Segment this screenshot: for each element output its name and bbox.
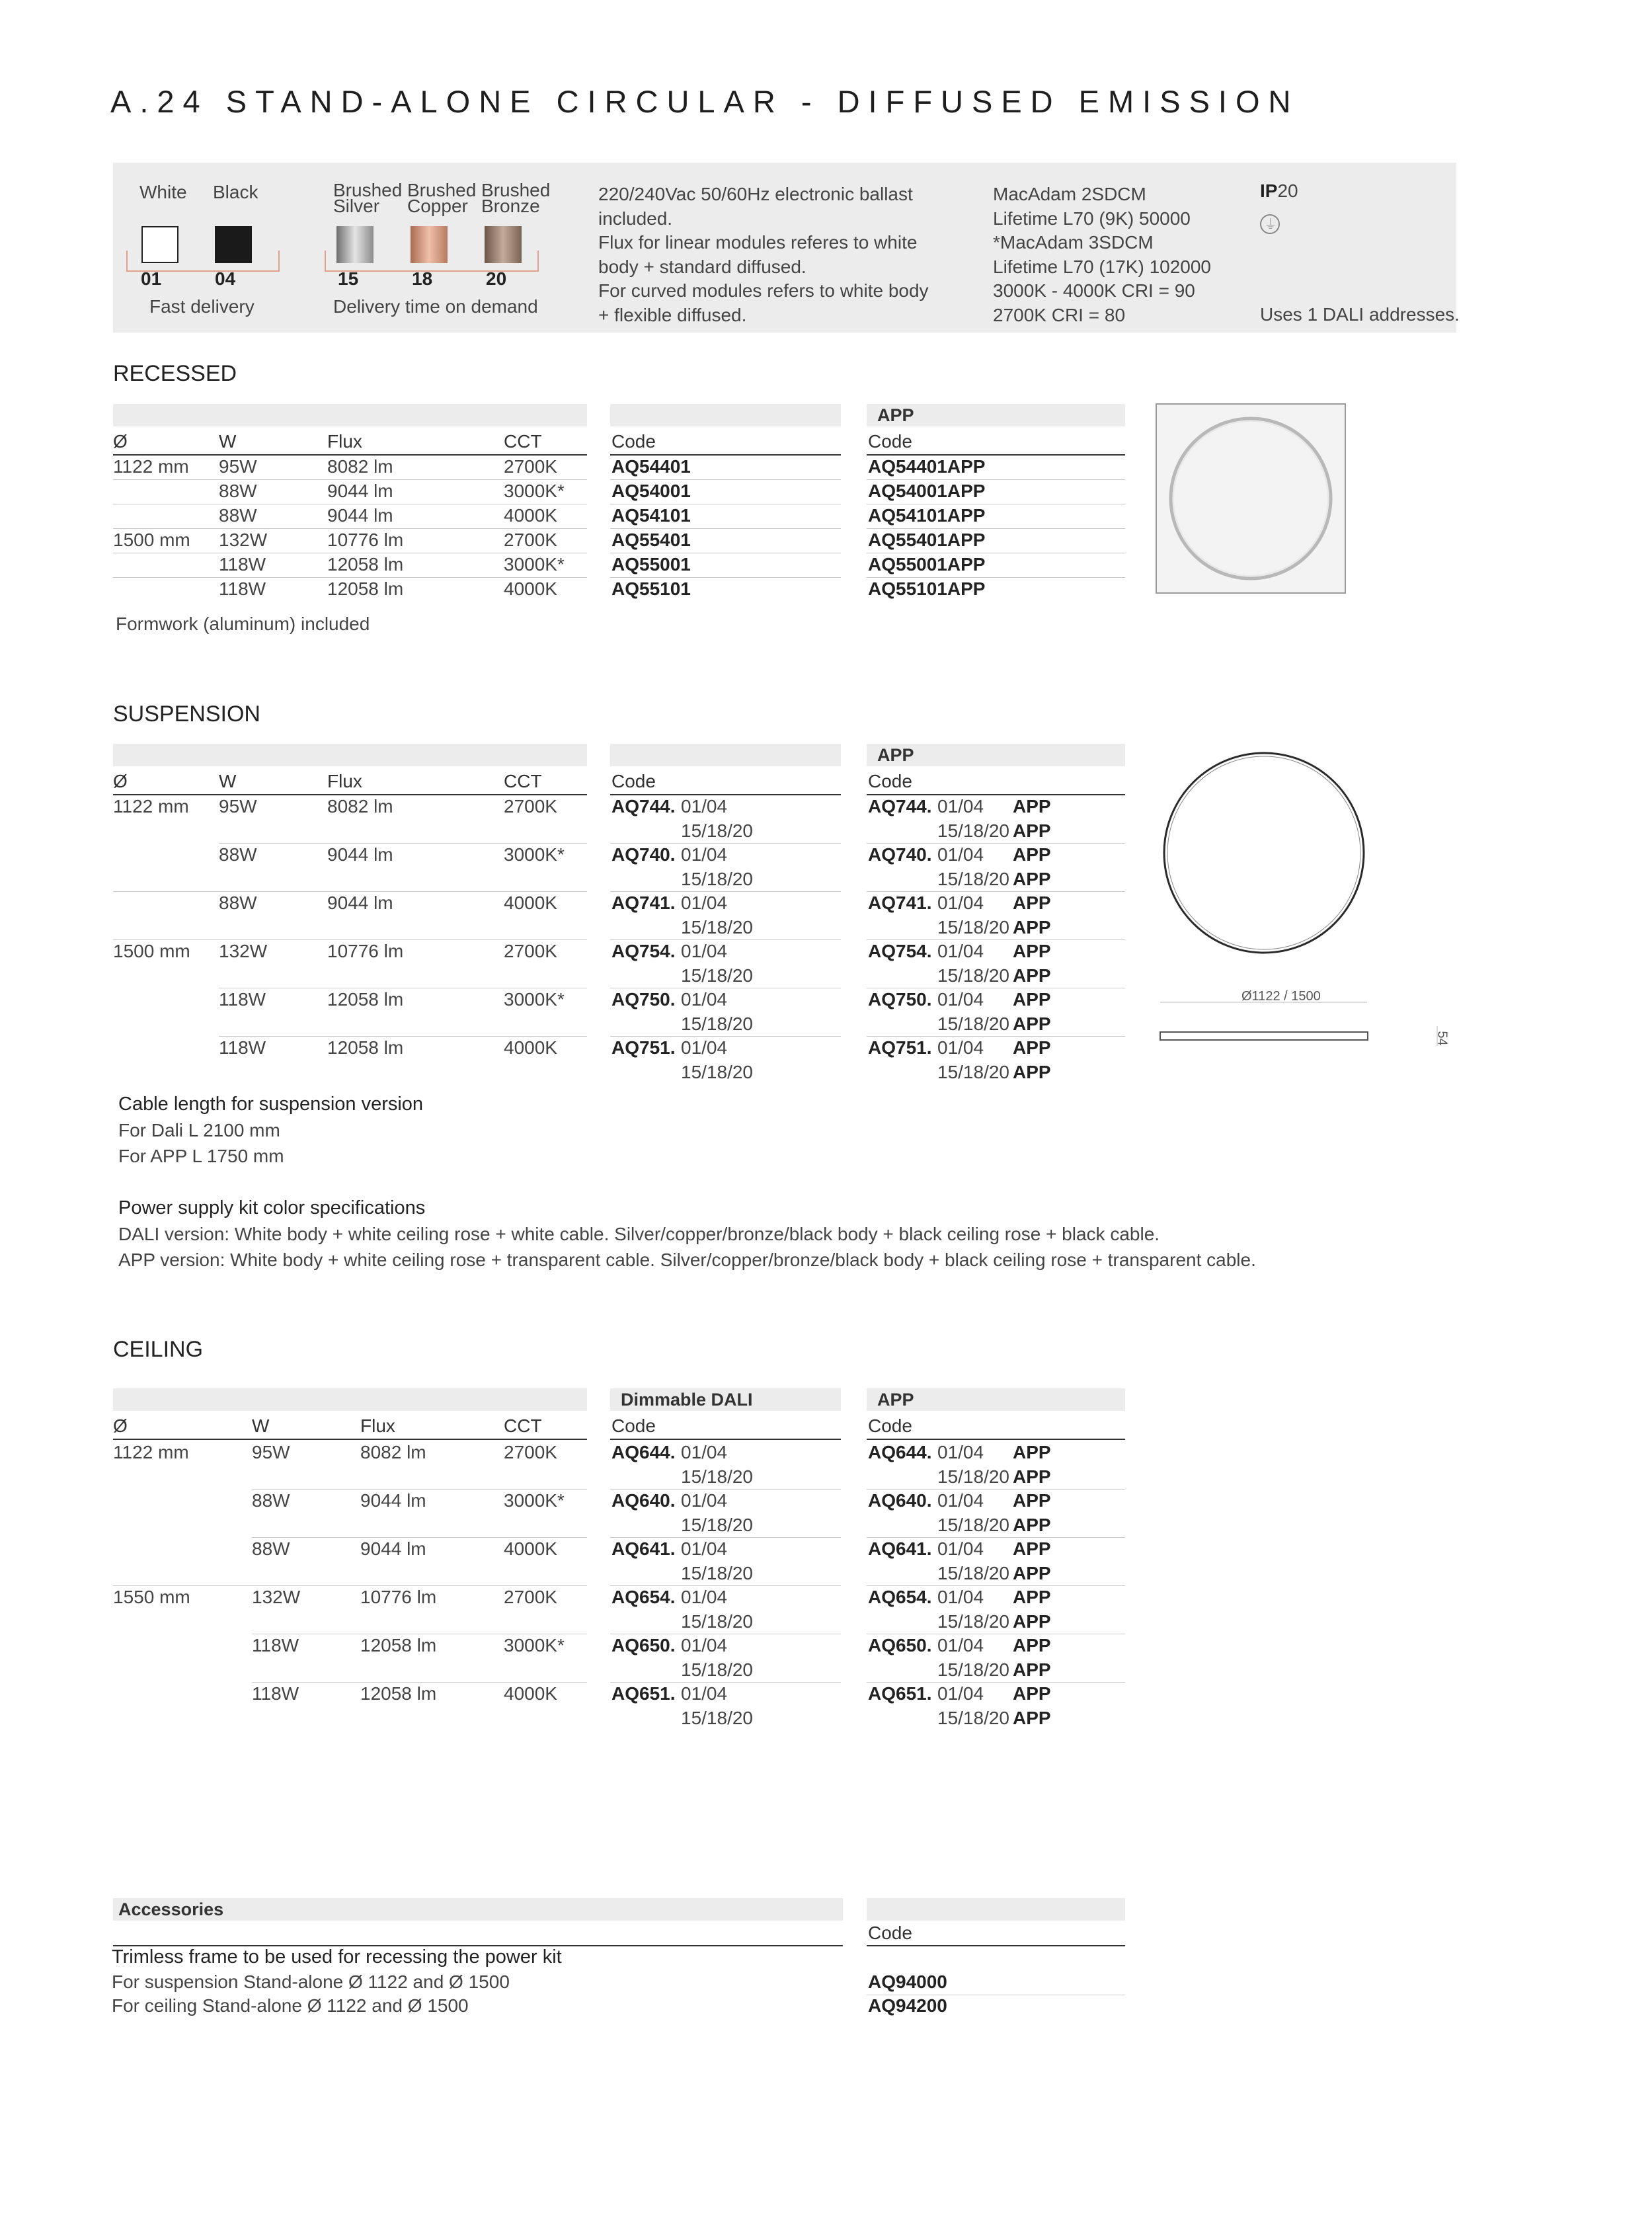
- finish-codes: 01/04: [937, 1037, 984, 1058]
- app-suffix: APP: [1013, 844, 1051, 865]
- recessed-code-header-bar: [610, 404, 841, 426]
- product-code-app: AQ754.: [868, 941, 932, 961]
- finish-codes: 15/18/20: [681, 1659, 753, 1680]
- table-cell: 2700K: [504, 1587, 557, 1607]
- product-code-app: AQ650.: [868, 1635, 932, 1655]
- accessory-code: AQ94200: [868, 1995, 947, 2016]
- app-suffix: APP: [1013, 893, 1051, 913]
- finish-codes: 15/18/20: [937, 1062, 1009, 1082]
- finish-codes: 15/18/20: [937, 1708, 1009, 1728]
- suspension-app-rule: [867, 794, 1125, 795]
- app-suffix: APP: [1013, 820, 1051, 841]
- table-cell: 12058 lm: [360, 1683, 437, 1704]
- table-cell: 12058 lm: [327, 1037, 404, 1058]
- finish-codes: 15/18/20: [681, 1708, 753, 1728]
- accessory-label: For ceiling Stand-alone Ø 1122 and Ø 1500: [112, 1995, 469, 2016]
- finish-codes: 01/04: [937, 989, 984, 1010]
- table-cell: 3000K*: [504, 1490, 565, 1511]
- kit-spec-title: Power supply kit color specifications: [118, 1197, 426, 1218]
- product-code-app: AQ651.: [868, 1683, 932, 1704]
- finish-codes: 15/18/20: [937, 965, 1009, 986]
- table-cell: 8082 lm: [327, 796, 393, 816]
- table-cell: 118W: [252, 1683, 299, 1704]
- recessed-spec-header-bar: [113, 404, 587, 426]
- finish-bronze-code: 20: [486, 268, 507, 289]
- finish-codes: 15/18/20: [937, 1611, 1009, 1632]
- ceiling-code-rule: [610, 1439, 841, 1440]
- recessed-product-image: [1156, 403, 1346, 594]
- recessed-header-rule: [113, 454, 587, 456]
- product-code-app: AQ744.: [868, 796, 932, 816]
- table-cell: 88W: [219, 481, 257, 501]
- app-suffix: APP: [1013, 1538, 1051, 1559]
- product-code: AQ654.: [611, 1587, 676, 1607]
- product-code-app: AQ54101APP: [868, 505, 986, 526]
- product-code-app: AQ750.: [868, 989, 932, 1010]
- suspension-header-rule: [113, 794, 587, 795]
- finish-codes: 01/04: [681, 989, 728, 1010]
- recessed-col-dia: Ø: [113, 431, 128, 452]
- app-suffix: APP: [1013, 917, 1051, 937]
- suspension-col-flux: Flux: [327, 771, 362, 791]
- finish-silver-code: 15: [338, 268, 359, 289]
- ceiling-code-header-bar: Dimmable DALI: [610, 1388, 841, 1411]
- product-code-app: AQ641.: [868, 1538, 932, 1559]
- table-cell: 2700K: [504, 941, 557, 961]
- finish-black-code: 04: [215, 268, 236, 289]
- suspension-col-w: W: [219, 771, 237, 791]
- table-cell: 95W: [252, 1442, 290, 1462]
- spec-band: [113, 163, 1460, 333]
- finish-codes: 01/04: [937, 1635, 984, 1655]
- table-cell: 88W: [252, 1490, 290, 1511]
- finish-codes: 01/04: [937, 1587, 984, 1607]
- product-code: AQ750.: [611, 989, 676, 1010]
- finish-codes: 01/04: [937, 1490, 984, 1511]
- finish-codes: 15/18/20: [681, 1062, 753, 1082]
- table-cell: 88W: [219, 505, 257, 526]
- dimension-diameter-label: Ø1122 / 1500: [1241, 989, 1321, 1004]
- app-suffix: APP: [1013, 941, 1051, 961]
- table-cell: 12058 lm: [327, 578, 404, 599]
- table-cell: 118W: [252, 1635, 299, 1655]
- table-cell: 3000K*: [504, 481, 565, 501]
- app-suffix: APP: [1013, 1563, 1051, 1583]
- finish-codes: 01/04: [681, 893, 728, 913]
- table-cell: 9044 lm: [327, 481, 393, 501]
- app-suffix: APP: [1013, 1062, 1051, 1082]
- suspension-col-cct: CCT: [504, 771, 542, 791]
- app-suffix: APP: [1013, 989, 1051, 1010]
- suspension-dimension-drawing: [1150, 721, 1468, 1064]
- dimension-height-label: 54: [1435, 1031, 1450, 1046]
- suspension-title: SUSPENSION: [113, 701, 260, 727]
- product-code-app: AQ54001APP: [868, 481, 986, 501]
- table-cell: 118W: [219, 989, 266, 1010]
- product-code-app: AQ751.: [868, 1037, 932, 1058]
- ceiling-col-app-code: Code: [868, 1415, 912, 1436]
- product-code: AQ54401: [611, 456, 691, 477]
- finish-silver-label: Brushed Silver: [333, 180, 403, 216]
- table-cell: 8082 lm: [327, 456, 393, 477]
- table-cell: 4000K: [504, 578, 557, 599]
- table-cell: 132W: [252, 1587, 301, 1607]
- page-title: A.24 STAND-ALONE CIRCULAR - DIFFUSED EMISSION: [110, 84, 1300, 119]
- app-suffix: APP: [1013, 1442, 1051, 1462]
- app-suffix: APP: [1013, 1659, 1051, 1680]
- finish-codes: 15/18/20: [937, 820, 1009, 841]
- app-suffix: APP: [1013, 1037, 1051, 1058]
- finish-codes: 01/04: [681, 1683, 728, 1704]
- kit-spec-app: APP version: White body + white ceiling rose + transparent cable. Silver/copper/bronze/black body + black ceiling rose + transparent cable.: [118, 1250, 1256, 1270]
- finish-codes: 15/18/20: [681, 917, 753, 937]
- product-code-app: AQ654.: [868, 1587, 932, 1607]
- table-cell: 118W: [219, 1037, 266, 1058]
- recessed-col-cct: CCT: [504, 431, 542, 452]
- finish-codes: 01/04: [937, 1442, 984, 1462]
- table-cell: 10776 lm: [360, 1587, 437, 1607]
- product-code: AQ640.: [611, 1490, 676, 1511]
- product-code-app: AQ55001APP: [868, 554, 986, 575]
- finish-codes: 01/04: [681, 941, 728, 961]
- table-cell: 3000K*: [504, 989, 565, 1010]
- table-cell: 2700K: [504, 456, 557, 477]
- table-cell: 12058 lm: [327, 989, 404, 1010]
- recessed-col-flux: Flux: [327, 431, 362, 452]
- recessed-col-code: Code: [611, 431, 656, 452]
- table-cell: 2700K: [504, 530, 557, 550]
- product-code: AQ741.: [611, 893, 676, 913]
- finish-black-label: Black: [213, 182, 258, 202]
- table-cell: 12058 lm: [360, 1635, 437, 1655]
- product-code: AQ55401: [611, 530, 691, 550]
- ceiling-header-rule: [113, 1439, 587, 1440]
- suspension-app-header-bar: APP: [867, 744, 1125, 766]
- table-cell: 88W: [252, 1538, 290, 1559]
- finish-copper-label: Brushed Copper: [407, 180, 477, 216]
- cable-length-app: For APP L 1750 mm: [118, 1146, 284, 1166]
- table-cell: 1550 mm: [113, 1587, 190, 1607]
- ceiling-spec-header-bar: [113, 1388, 587, 1411]
- recessed-col-app-code: Code: [868, 431, 912, 452]
- product-code-app: AQ740.: [868, 844, 932, 865]
- finish-codes: 01/04: [681, 1037, 728, 1058]
- app-suffix: APP: [1013, 1635, 1051, 1655]
- ceiling-col-cct: CCT: [504, 1415, 542, 1436]
- table-cell: 9044 lm: [360, 1490, 426, 1511]
- product-code: AQ641.: [611, 1538, 676, 1559]
- table-cell: 4000K: [504, 505, 557, 526]
- finish-codes: 15/18/20: [937, 869, 1009, 889]
- table-cell: 88W: [219, 844, 257, 865]
- table-cell: 1500 mm: [113, 941, 190, 961]
- finish-codes: 15/18/20: [937, 917, 1009, 937]
- finish-codes: 15/18/20: [937, 1515, 1009, 1535]
- app-suffix: APP: [1013, 1683, 1051, 1704]
- table-cell: 12058 lm: [327, 554, 404, 575]
- finish-codes: 01/04: [937, 844, 984, 865]
- table-cell: 2700K: [504, 1442, 557, 1462]
- suspension-col-app-code: Code: [868, 771, 912, 791]
- app-suffix: APP: [1013, 1515, 1051, 1535]
- table-cell: 9044 lm: [327, 844, 393, 865]
- table-cell: 8082 lm: [360, 1442, 426, 1462]
- finish-codes: 01/04: [681, 1538, 728, 1559]
- table-cell: 118W: [219, 554, 266, 575]
- finish-codes: 15/18/20: [937, 1466, 1009, 1487]
- table-cell: 10776 lm: [327, 530, 404, 550]
- suspension-col-code: Code: [611, 771, 656, 791]
- table-cell: 2700K: [504, 796, 557, 816]
- suspension-code-header-bar: [610, 744, 841, 766]
- product-code-app: AQ741.: [868, 893, 932, 913]
- ceiling-col-code: Code: [611, 1415, 656, 1436]
- product-code: AQ55001: [611, 554, 691, 575]
- finish-codes: 01/04: [681, 1490, 728, 1511]
- product-code: AQ650.: [611, 1635, 676, 1655]
- table-cell: 95W: [219, 796, 257, 816]
- finish-bronze-label: Brushed Bronze: [481, 180, 551, 216]
- accessories-col-code: Code: [868, 1923, 912, 1943]
- table-cell: 4000K: [504, 1683, 557, 1704]
- product-code-app: AQ54401APP: [868, 456, 986, 477]
- table-cell: 9044 lm: [327, 893, 393, 913]
- product-code-app: AQ644.: [868, 1442, 932, 1462]
- cable-length-dali: For Dali L 2100 mm: [118, 1120, 280, 1140]
- table-cell: 4000K: [504, 1037, 557, 1058]
- table-cell: 88W: [219, 893, 257, 913]
- product-code-app: AQ55401APP: [868, 530, 986, 550]
- recessed-app-rule: [867, 454, 1125, 456]
- finish-codes: 01/04: [937, 796, 984, 816]
- kit-spec-dali: DALI version: White body + white ceiling rose + white cable. Silver/copper/bronze/black body + black ceiling rose + black cable.: [118, 1224, 1160, 1244]
- table-cell: 95W: [219, 456, 257, 477]
- accessories-code-rule: [867, 1945, 1125, 1946]
- table-cell: 1500 mm: [113, 530, 190, 550]
- accessory-code: AQ94000: [868, 1971, 947, 1992]
- dali-addresses: Uses 1 DALI addresses.: [1260, 304, 1460, 325]
- finish-codes: 01/04: [937, 1538, 984, 1559]
- product-code: AQ651.: [611, 1683, 676, 1704]
- finish-codes: 01/04: [937, 893, 984, 913]
- recessed-note: Formwork (aluminum) included: [116, 614, 370, 634]
- earth-ground-icon: [1260, 214, 1280, 234]
- ceiling-col-w: W: [252, 1415, 270, 1436]
- finish-codes: 15/18/20: [681, 1466, 753, 1487]
- suspension-code-rule: [610, 794, 841, 795]
- finish-codes: 01/04: [937, 1683, 984, 1704]
- app-suffix: APP: [1013, 965, 1051, 986]
- finish-codes: 15/18/20: [681, 1515, 753, 1535]
- table-cell: 118W: [219, 578, 266, 599]
- ceiling-col-dia: Ø: [113, 1415, 128, 1436]
- product-code: AQ744.: [611, 796, 676, 816]
- finish-codes: 01/04: [937, 941, 984, 961]
- product-code: AQ55101: [611, 578, 691, 599]
- finish-codes: 15/18/20: [681, 1611, 753, 1632]
- app-suffix: APP: [1013, 1014, 1051, 1034]
- table-cell: 9044 lm: [327, 505, 393, 526]
- suspension-col-dia: Ø: [113, 771, 128, 791]
- accessories-code-header-bar: [867, 1898, 1125, 1921]
- product-code: AQ644.: [611, 1442, 676, 1462]
- ip-rating: IP20: [1260, 180, 1298, 201]
- table-cell: 3000K*: [504, 844, 565, 865]
- app-suffix: APP: [1013, 1611, 1051, 1632]
- finish-white-code: 01: [141, 268, 162, 289]
- table-cell: 1122 mm: [113, 456, 189, 477]
- product-code: AQ740.: [611, 844, 676, 865]
- fast-delivery-label: Fast delivery: [149, 296, 255, 317]
- accessory-label: For suspension Stand-alone Ø 1122 and Ø 1500: [112, 1971, 510, 1992]
- finish-codes: 01/04: [681, 844, 728, 865]
- accessories-subtitle: Trimless frame to be used for recessing the power kit: [112, 1946, 562, 1968]
- finish-white-label: White: [139, 182, 187, 202]
- finish-codes: 01/04: [681, 796, 728, 816]
- product-code: AQ754.: [611, 941, 676, 961]
- product-code-app: AQ640.: [868, 1490, 932, 1511]
- electrical-specs: 220/240Vac 50/60Hz electronic ballast included. Flux for linear modules referes to white body + standard diffused. For curved modules refers to white body + flexible diffused.: [598, 184, 929, 325]
- accessories-header-bar: Accessories: [113, 1898, 843, 1921]
- finish-codes: 15/18/20: [681, 1014, 753, 1034]
- recessed-app-header-bar: APP: [867, 404, 1125, 426]
- table-cell: 1122 mm: [113, 1442, 189, 1462]
- finish-codes: 01/04: [681, 1635, 728, 1655]
- app-suffix: APP: [1013, 796, 1051, 816]
- table-cell: 3000K*: [504, 554, 565, 575]
- finish-codes: 15/18/20: [937, 1563, 1009, 1583]
- product-code: AQ751.: [611, 1037, 676, 1058]
- recessed-code-rule: [610, 454, 841, 456]
- finish-codes: 15/18/20: [681, 965, 753, 986]
- cable-length-title: Cable length for suspension version: [118, 1094, 424, 1115]
- table-cell: 10776 lm: [327, 941, 404, 961]
- table-cell: 1122 mm: [113, 796, 189, 816]
- table-cell: 4000K: [504, 893, 557, 913]
- table-cell: 132W: [219, 530, 268, 550]
- table-cell: 4000K: [504, 1538, 557, 1559]
- suspension-spec-header-bar: [113, 744, 587, 766]
- app-suffix: APP: [1013, 1708, 1051, 1728]
- finish-codes: 15/18/20: [681, 1563, 753, 1583]
- finish-codes: 15/18/20: [937, 1659, 1009, 1680]
- ceiling-title: CEILING: [113, 1337, 204, 1362]
- product-code: AQ54101: [611, 505, 691, 526]
- product-code-app: AQ55101APP: [868, 578, 986, 599]
- finish-codes: 15/18/20: [937, 1014, 1009, 1034]
- table-cell: 132W: [219, 941, 268, 961]
- app-suffix: APP: [1013, 1490, 1051, 1511]
- recessed-col-w: W: [219, 431, 237, 452]
- product-code: AQ54001: [611, 481, 691, 501]
- app-suffix: APP: [1013, 1466, 1051, 1487]
- recessed-ring-drawing: [1157, 405, 1345, 592]
- photometric-specs: MacAdam 2SDCM Lifetime L70 (9K) 50000 *MacAdam 3SDCM Lifetime L70 (17K) 102000 3000K - 4000K CRI = 90 2700K CRI = 80: [993, 184, 1211, 325]
- finish-codes: 15/18/20: [681, 820, 753, 841]
- table-cell: 3000K*: [504, 1635, 565, 1655]
- ceiling-app-header-bar: APP: [867, 1388, 1125, 1411]
- finish-codes: 01/04: [681, 1442, 728, 1462]
- ceiling-col-flux: Flux: [360, 1415, 395, 1436]
- finish-codes: 01/04: [681, 1587, 728, 1607]
- recessed-title: RECESSED: [113, 361, 237, 386]
- app-suffix: APP: [1013, 1587, 1051, 1607]
- ceiling-app-rule: [867, 1439, 1125, 1440]
- app-suffix: APP: [1013, 869, 1051, 889]
- on-demand-label: Delivery time on demand: [333, 296, 538, 317]
- table-cell: 9044 lm: [360, 1538, 426, 1559]
- finish-codes: 15/18/20: [681, 869, 753, 889]
- finish-copper-code: 18: [412, 268, 433, 289]
